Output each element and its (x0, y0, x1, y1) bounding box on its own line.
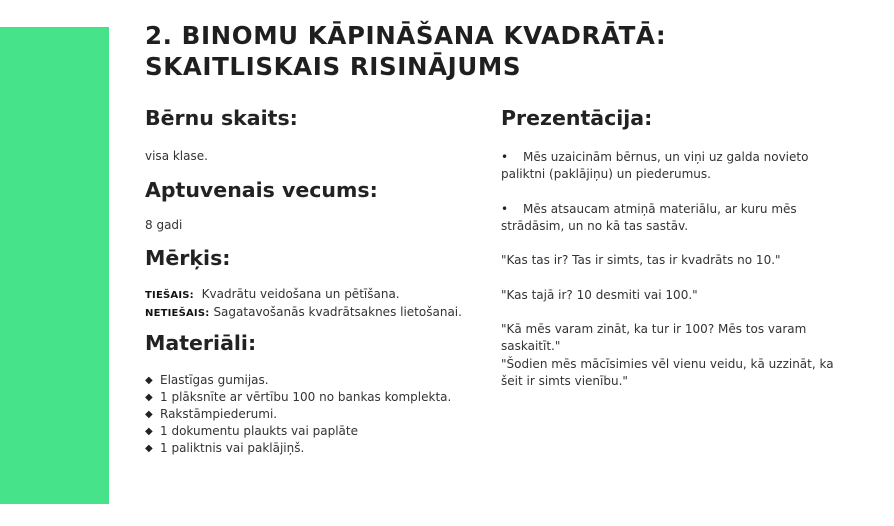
children-heading: Bērnu skaits: (145, 106, 298, 130)
goals (145, 286, 505, 322)
bullet-icon: • (501, 150, 509, 164)
children-text: visa klase. (145, 149, 208, 163)
materials-heading: Materiāli: (145, 331, 257, 355)
goal-indirect (145, 304, 505, 322)
bullet-icon: • (501, 202, 509, 216)
presentation-heading: Prezentācija: (501, 106, 653, 130)
quote: "Kas tas ir? Tas ir simts, tas ir kvadrāts no 10." (501, 253, 781, 267)
diamond-bullet-icon: ◆ (145, 443, 153, 454)
title-line-2: SKAITLISKAIS RISINĀJUMS (145, 52, 522, 81)
diamond-bullet-icon: ◆ (145, 409, 153, 420)
age-heading: Aptuvenais vecums: (145, 178, 378, 202)
list-item (145, 372, 505, 389)
quote: "Kas tajā ir? 10 desmiti vai 100." (501, 288, 698, 302)
presentation-bullet (501, 149, 846, 183)
accent-bar (0, 27, 109, 504)
diamond-bullet-icon: ◆ (145, 392, 153, 403)
material-text: 1 paliktnis vai paklājiņš. (160, 441, 305, 455)
material-text: Elastīgas gumijas. (160, 373, 269, 387)
quote: "Kā mēs varam zināt, ka tur ir 100? Mēs tos varam saskaitīt." (501, 322, 807, 353)
materials-list (145, 372, 505, 457)
list-item (145, 389, 505, 406)
material-text: 1 plāksnīte ar vērtību 100 no bankas komplekta. (160, 390, 452, 404)
bullet-text: Mēs uzaicinām bērnus, un viņi uz galda novieto paliktni (paklājiņu) un piederumus. (501, 150, 809, 181)
diamond-bullet-icon: ◆ (145, 375, 153, 386)
material-text: 1 dokumentu plaukts vai paplāte (160, 424, 358, 438)
diamond-bullet-icon: ◆ (145, 426, 153, 437)
material-text: Rakstāmpiederumi. (160, 407, 278, 421)
quote: "Šodien mēs mācīsimies vēl vienu veidu, kā uzzināt, ka šeit ir simts vienību." (501, 357, 834, 388)
bullet-text: Mēs atsaucam atmiņā materiālu, ar kuru mēs strādāsim, un no kā tas sastāv. (501, 202, 797, 233)
goal-direct-text: Kvadrātu veidošana un pētīšana. (197, 287, 400, 301)
list-item (145, 406, 505, 423)
goal-direct (145, 286, 505, 304)
list-item (145, 440, 505, 457)
goal-direct-label: TIEŠAIS: (145, 290, 194, 301)
title-line-1: 2. BINOMU KĀPINĀŠANA KVADRĀTĀ: (145, 21, 667, 50)
goal-indirect-label: NETIEŠAIS: (145, 308, 210, 319)
list-item (145, 423, 505, 440)
presentation-bullet (501, 201, 846, 235)
page-title (145, 20, 666, 82)
goal-heading: Mērķis: (145, 246, 231, 270)
goal-indirect-text: Sagatavošanās kvadrātsaknes lietošanai. (213, 305, 462, 319)
age-text: 8 gadi (145, 218, 183, 232)
